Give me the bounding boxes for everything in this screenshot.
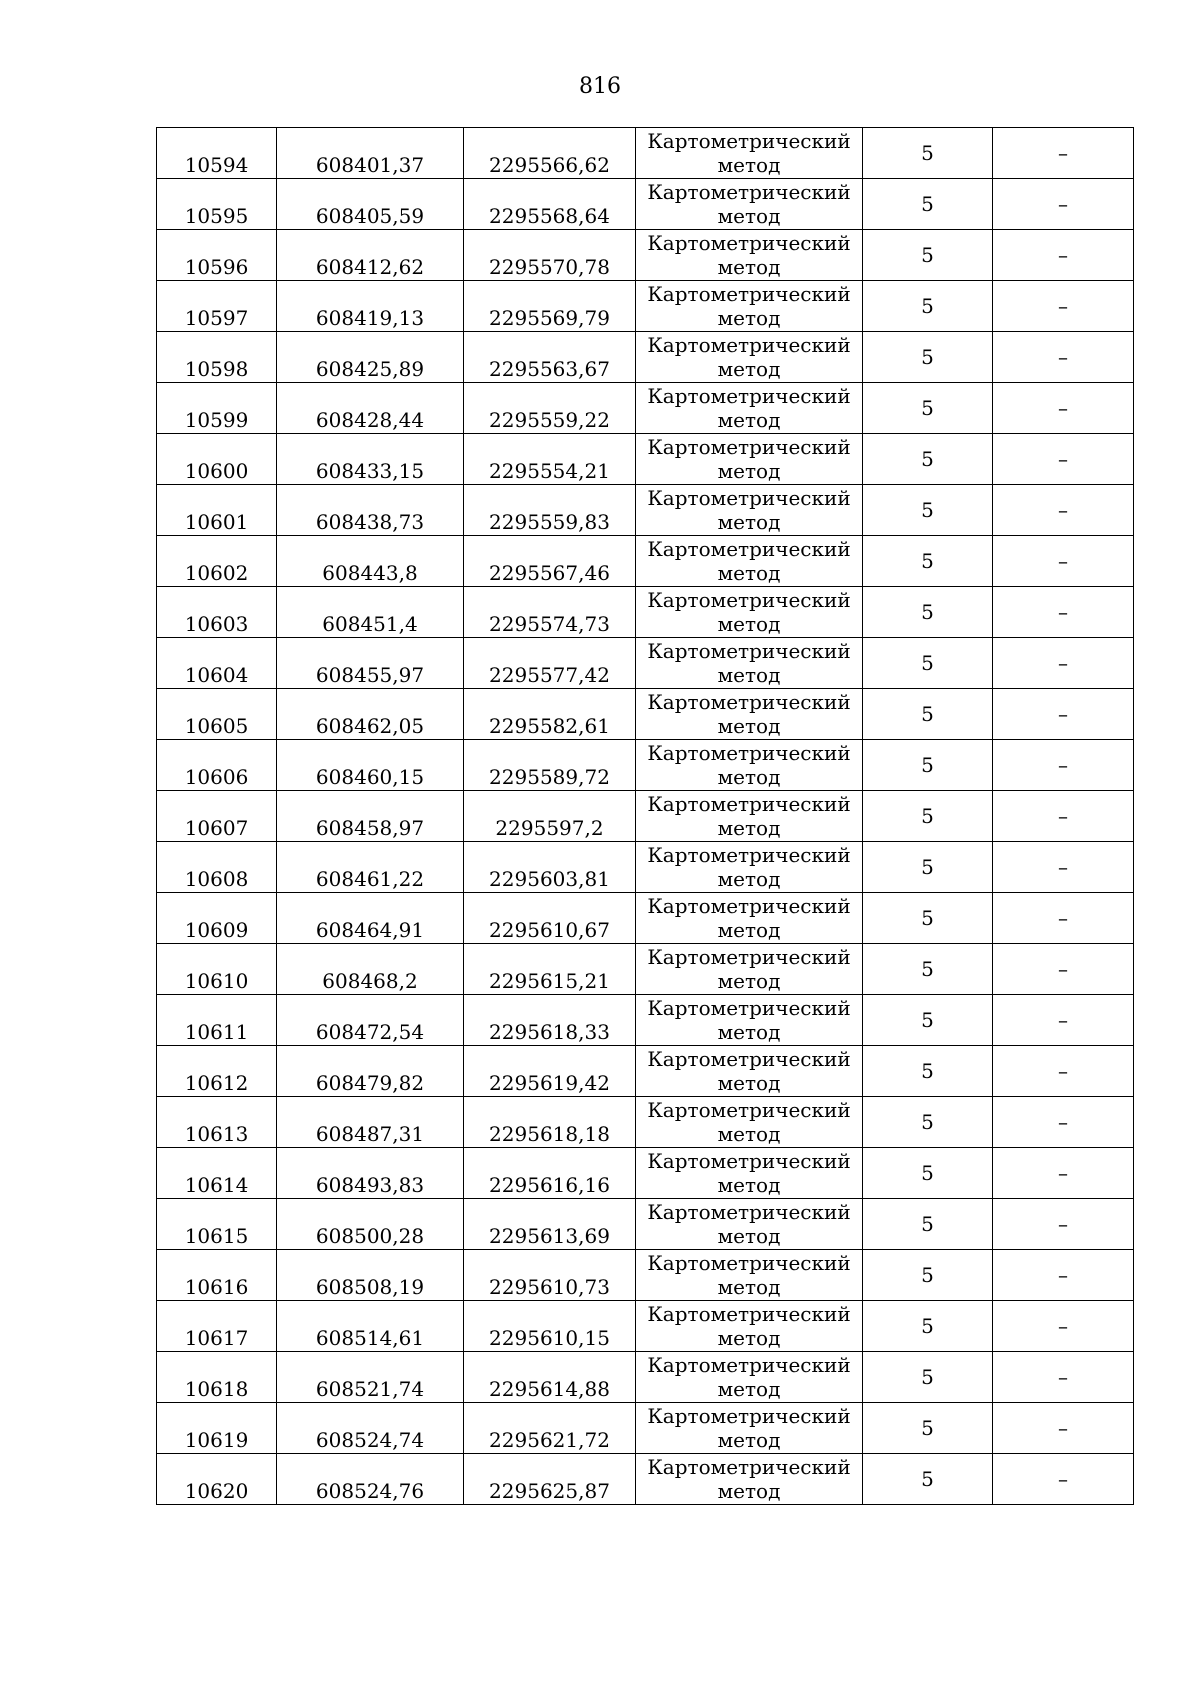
method-cell [636, 128, 863, 179]
method-line-2: метод [717, 1326, 781, 1350]
x-coordinate-cell: 608479,82 [277, 1046, 464, 1097]
method-line-1: Картометрический [647, 741, 851, 765]
method-line-1: Картометрический [647, 282, 851, 306]
table-row [157, 485, 1134, 536]
table-row [157, 740, 1134, 791]
x-coordinate-cell: 608468,2 [277, 944, 464, 995]
y-coordinate-cell: 2295563,67 [464, 332, 636, 383]
accuracy-cell: 5 [863, 587, 993, 638]
table-row [157, 1046, 1134, 1097]
method-line-1: Картометрический [647, 1200, 851, 1224]
accuracy-cell: 5 [863, 536, 993, 587]
note-cell: – [993, 842, 1134, 893]
method-line-2: метод [717, 1377, 781, 1401]
y-coordinate-cell: 2295566,62 [464, 128, 636, 179]
note-cell: – [993, 383, 1134, 434]
x-coordinate-cell: 608493,83 [277, 1148, 464, 1199]
method-cell [636, 332, 863, 383]
method-line-2: метод [717, 1071, 781, 1095]
note-cell: – [993, 128, 1134, 179]
x-coordinate-cell: 608412,62 [277, 230, 464, 281]
note-cell: – [993, 332, 1134, 383]
accuracy-cell: 5 [863, 230, 993, 281]
point-number-cell: 10603 [157, 587, 277, 638]
point-number-cell: 10617 [157, 1301, 277, 1352]
method-line-1: Картометрический [647, 435, 851, 459]
note-cell: – [993, 1250, 1134, 1301]
method-cell [636, 1250, 863, 1301]
point-number-cell: 10598 [157, 332, 277, 383]
table-row [157, 1199, 1134, 1250]
table-row [157, 1250, 1134, 1301]
table-row [157, 995, 1134, 1046]
method-line-1: Картометрический [647, 180, 851, 204]
accuracy-cell: 5 [863, 434, 993, 485]
note-cell: – [993, 1148, 1134, 1199]
method-line-1: Картометрический [647, 1098, 851, 1122]
method-line-1: Картометрический [647, 1353, 851, 1377]
point-number-cell: 10614 [157, 1148, 277, 1199]
y-coordinate-cell: 2295614,88 [464, 1352, 636, 1403]
method-line-1: Картометрический [647, 690, 851, 714]
table-row [157, 638, 1134, 689]
note-cell: – [993, 434, 1134, 485]
method-line-2: метод [717, 918, 781, 942]
note-cell: – [993, 485, 1134, 536]
method-cell [636, 1403, 863, 1454]
point-number-cell: 10619 [157, 1403, 277, 1454]
table-row [157, 434, 1134, 485]
note-cell: – [993, 740, 1134, 791]
y-coordinate-cell: 2295621,72 [464, 1403, 636, 1454]
table-row [157, 1352, 1134, 1403]
method-cell [636, 944, 863, 995]
x-coordinate-cell: 608524,74 [277, 1403, 464, 1454]
method-cell [636, 1301, 863, 1352]
note-cell: – [993, 536, 1134, 587]
point-number-cell: 10599 [157, 383, 277, 434]
x-coordinate-cell: 608514,61 [277, 1301, 464, 1352]
note-cell: – [993, 1352, 1134, 1403]
method-line-2: метод [717, 510, 781, 534]
coordinates-table-body [157, 128, 1134, 1505]
point-number-cell: 10612 [157, 1046, 277, 1097]
x-coordinate-cell: 608487,31 [277, 1097, 464, 1148]
table-row [157, 179, 1134, 230]
accuracy-cell: 5 [863, 638, 993, 689]
method-cell [636, 587, 863, 638]
table-row [157, 791, 1134, 842]
x-coordinate-cell: 608460,15 [277, 740, 464, 791]
x-coordinate-cell: 608443,8 [277, 536, 464, 587]
table-row [157, 1148, 1134, 1199]
method-line-2: метод [717, 153, 781, 177]
method-cell [636, 179, 863, 230]
method-line-2: метод [717, 1275, 781, 1299]
point-number-cell: 10596 [157, 230, 277, 281]
method-cell [636, 689, 863, 740]
x-coordinate-cell: 608428,44 [277, 383, 464, 434]
table-row [157, 944, 1134, 995]
method-cell [636, 1148, 863, 1199]
x-coordinate-cell: 608405,59 [277, 179, 464, 230]
x-coordinate-cell: 608458,97 [277, 791, 464, 842]
table-row [157, 536, 1134, 587]
point-number-cell: 10602 [157, 536, 277, 587]
table-row [157, 281, 1134, 332]
point-number-cell: 10613 [157, 1097, 277, 1148]
accuracy-cell: 5 [863, 893, 993, 944]
method-line-1: Картометрический [647, 996, 851, 1020]
table-row [157, 128, 1134, 179]
method-line-2: метод [717, 612, 781, 636]
method-line-2: метод [717, 1479, 781, 1503]
method-line-1: Картометрический [647, 945, 851, 969]
y-coordinate-cell: 2295554,21 [464, 434, 636, 485]
point-number-cell: 10594 [157, 128, 277, 179]
method-cell [636, 1046, 863, 1097]
y-coordinate-cell: 2295574,73 [464, 587, 636, 638]
table-row [157, 332, 1134, 383]
x-coordinate-cell: 608425,89 [277, 332, 464, 383]
note-cell: – [993, 893, 1134, 944]
accuracy-cell: 5 [863, 485, 993, 536]
point-number-cell: 10611 [157, 995, 277, 1046]
x-coordinate-cell: 608524,76 [277, 1454, 464, 1505]
note-cell: – [993, 230, 1134, 281]
y-coordinate-cell: 2295559,22 [464, 383, 636, 434]
table-row [157, 1097, 1134, 1148]
method-cell [636, 1199, 863, 1250]
method-line-1: Картометрический [647, 1149, 851, 1173]
note-cell: – [993, 587, 1134, 638]
note-cell: – [993, 1301, 1134, 1352]
method-cell [636, 536, 863, 587]
x-coordinate-cell: 608462,05 [277, 689, 464, 740]
note-cell: – [993, 944, 1134, 995]
method-line-2: метод [717, 1428, 781, 1452]
table-row [157, 230, 1134, 281]
method-cell [636, 791, 863, 842]
coordinates-table [156, 127, 1134, 1505]
y-coordinate-cell: 2295568,64 [464, 179, 636, 230]
method-line-1: Картометрический [647, 231, 851, 255]
method-line-2: метод [717, 1020, 781, 1044]
x-coordinate-cell: 608401,37 [277, 128, 464, 179]
method-cell [636, 842, 863, 893]
method-line-2: метод [717, 357, 781, 381]
point-number-cell: 10595 [157, 179, 277, 230]
point-number-cell: 10615 [157, 1199, 277, 1250]
point-number-cell: 10609 [157, 893, 277, 944]
accuracy-cell: 5 [863, 383, 993, 434]
page-number: 816 [579, 74, 621, 99]
method-line-1: Картометрический [647, 792, 851, 816]
method-line-2: метод [717, 663, 781, 687]
point-number-cell: 10605 [157, 689, 277, 740]
y-coordinate-cell: 2295618,33 [464, 995, 636, 1046]
method-cell [636, 1097, 863, 1148]
y-coordinate-cell: 2295603,81 [464, 842, 636, 893]
method-cell [636, 1352, 863, 1403]
table-row [157, 1301, 1134, 1352]
y-coordinate-cell: 2295610,67 [464, 893, 636, 944]
x-coordinate-cell: 608461,22 [277, 842, 464, 893]
method-cell [636, 893, 863, 944]
accuracy-cell: 5 [863, 995, 993, 1046]
y-coordinate-cell: 2295618,18 [464, 1097, 636, 1148]
note-cell: – [993, 791, 1134, 842]
y-coordinate-cell: 2295597,2 [464, 791, 636, 842]
table-row [157, 587, 1134, 638]
method-line-1: Картометрический [647, 384, 851, 408]
method-line-2: метод [717, 816, 781, 840]
note-cell: – [993, 1199, 1134, 1250]
table-row [157, 842, 1134, 893]
method-cell [636, 281, 863, 332]
method-cell [636, 995, 863, 1046]
y-coordinate-cell: 2295613,69 [464, 1199, 636, 1250]
table-row [157, 893, 1134, 944]
accuracy-cell: 5 [863, 944, 993, 995]
point-number-cell: 10620 [157, 1454, 277, 1505]
method-line-2: метод [717, 306, 781, 330]
x-coordinate-cell: 608472,54 [277, 995, 464, 1046]
x-coordinate-cell: 608521,74 [277, 1352, 464, 1403]
method-cell [636, 434, 863, 485]
method-line-2: метод [717, 459, 781, 483]
accuracy-cell: 5 [863, 332, 993, 383]
accuracy-cell: 5 [863, 128, 993, 179]
y-coordinate-cell: 2295615,21 [464, 944, 636, 995]
x-coordinate-cell: 608464,91 [277, 893, 464, 944]
point-number-cell: 10616 [157, 1250, 277, 1301]
accuracy-cell: 5 [863, 1454, 993, 1505]
method-cell [636, 485, 863, 536]
accuracy-cell: 5 [863, 1301, 993, 1352]
method-cell [636, 1454, 863, 1505]
point-number-cell: 10604 [157, 638, 277, 689]
method-line-1: Картометрический [647, 894, 851, 918]
method-line-2: метод [717, 1224, 781, 1248]
accuracy-cell: 5 [863, 1046, 993, 1097]
method-line-2: метод [717, 969, 781, 993]
accuracy-cell: 5 [863, 1250, 993, 1301]
accuracy-cell: 5 [863, 1148, 993, 1199]
point-number-cell: 10610 [157, 944, 277, 995]
point-number-cell: 10607 [157, 791, 277, 842]
note-cell: – [993, 1403, 1134, 1454]
table-row [157, 1454, 1134, 1505]
method-cell [636, 230, 863, 281]
method-cell [636, 638, 863, 689]
y-coordinate-cell: 2295559,83 [464, 485, 636, 536]
accuracy-cell: 5 [863, 1097, 993, 1148]
method-line-2: метод [717, 867, 781, 891]
accuracy-cell: 5 [863, 281, 993, 332]
y-coordinate-cell: 2295570,78 [464, 230, 636, 281]
x-coordinate-cell: 608438,73 [277, 485, 464, 536]
y-coordinate-cell: 2295589,72 [464, 740, 636, 791]
method-line-2: метод [717, 561, 781, 585]
method-line-2: метод [717, 714, 781, 738]
x-coordinate-cell: 608455,97 [277, 638, 464, 689]
accuracy-cell: 5 [863, 689, 993, 740]
point-number-cell: 10597 [157, 281, 277, 332]
y-coordinate-cell: 2295582,61 [464, 689, 636, 740]
note-cell: – [993, 1454, 1134, 1505]
method-line-2: метод [717, 765, 781, 789]
point-number-cell: 10600 [157, 434, 277, 485]
y-coordinate-cell: 2295616,16 [464, 1148, 636, 1199]
accuracy-cell: 5 [863, 1403, 993, 1454]
method-line-1: Картометрический [647, 333, 851, 357]
method-line-1: Картометрический [647, 1455, 851, 1479]
y-coordinate-cell: 2295577,42 [464, 638, 636, 689]
method-line-2: метод [717, 1173, 781, 1197]
method-line-1: Картометрический [647, 537, 851, 561]
method-line-2: метод [717, 408, 781, 432]
table-row [157, 1403, 1134, 1454]
method-line-1: Картометрический [647, 1302, 851, 1326]
accuracy-cell: 5 [863, 791, 993, 842]
method-line-1: Картометрический [647, 1047, 851, 1071]
note-cell: – [993, 638, 1134, 689]
method-line-2: метод [717, 1122, 781, 1146]
x-coordinate-cell: 608419,13 [277, 281, 464, 332]
method-line-2: метод [717, 255, 781, 279]
method-line-1: Картометрический [647, 1404, 851, 1428]
accuracy-cell: 5 [863, 842, 993, 893]
note-cell: – [993, 179, 1134, 230]
x-coordinate-cell: 608508,19 [277, 1250, 464, 1301]
y-coordinate-cell: 2295625,87 [464, 1454, 636, 1505]
x-coordinate-cell: 608433,15 [277, 434, 464, 485]
note-cell: – [993, 995, 1134, 1046]
note-cell: – [993, 1046, 1134, 1097]
point-number-cell: 10606 [157, 740, 277, 791]
point-number-cell: 10601 [157, 485, 277, 536]
accuracy-cell: 5 [863, 1352, 993, 1403]
method-line-1: Картометрический [647, 486, 851, 510]
point-number-cell: 10608 [157, 842, 277, 893]
method-line-1: Картометрический [647, 639, 851, 663]
method-line-1: Картометрический [647, 129, 851, 153]
method-line-1: Картометрический [647, 843, 851, 867]
method-cell [636, 740, 863, 791]
accuracy-cell: 5 [863, 1199, 993, 1250]
y-coordinate-cell: 2295619,42 [464, 1046, 636, 1097]
point-number-cell: 10618 [157, 1352, 277, 1403]
accuracy-cell: 5 [863, 740, 993, 791]
method-cell [636, 383, 863, 434]
note-cell: – [993, 281, 1134, 332]
y-coordinate-cell: 2295567,46 [464, 536, 636, 587]
table-row [157, 383, 1134, 434]
note-cell: – [993, 1097, 1134, 1148]
y-coordinate-cell: 2295610,73 [464, 1250, 636, 1301]
x-coordinate-cell: 608500,28 [277, 1199, 464, 1250]
method-line-1: Картометрический [647, 588, 851, 612]
y-coordinate-cell: 2295610,15 [464, 1301, 636, 1352]
table-row [157, 689, 1134, 740]
y-coordinate-cell: 2295569,79 [464, 281, 636, 332]
x-coordinate-cell: 608451,4 [277, 587, 464, 638]
method-line-1: Картометрический [647, 1251, 851, 1275]
method-line-2: метод [717, 204, 781, 228]
note-cell: – [993, 689, 1134, 740]
accuracy-cell: 5 [863, 179, 993, 230]
